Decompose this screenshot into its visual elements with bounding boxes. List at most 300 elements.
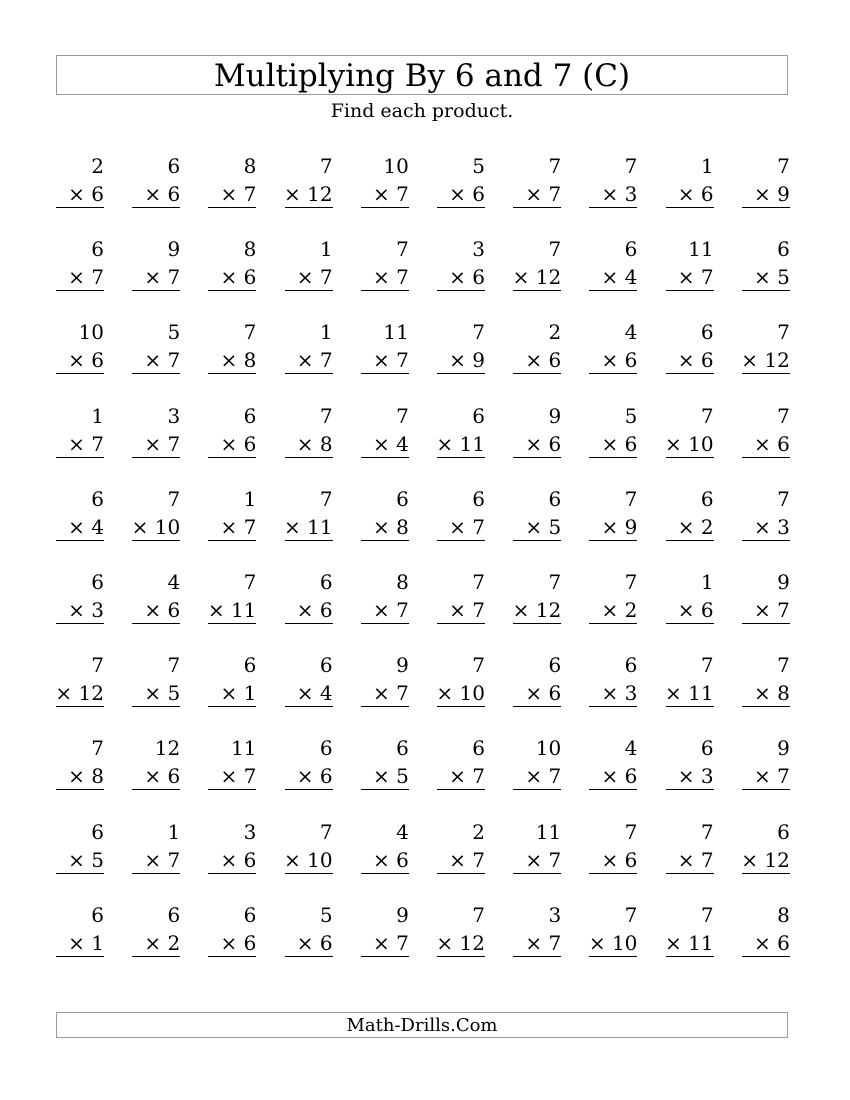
times-sign: × <box>601 514 619 539</box>
multiplicand: 6 <box>624 653 638 678</box>
times-sign: × <box>525 514 543 539</box>
multiplication-problem <box>437 402 485 462</box>
multiplicand: 6 <box>777 819 790 844</box>
multiplicand: 9 <box>777 570 790 594</box>
answer-line <box>742 540 790 541</box>
multiplier <box>349 265 409 289</box>
multiplicand: 7 <box>319 819 333 844</box>
multiplier-value: 10 <box>611 930 638 955</box>
multiplier <box>196 764 256 788</box>
multiplier <box>349 598 409 622</box>
answer-line <box>742 373 790 374</box>
multiplier <box>120 931 180 955</box>
multiplicand: 10 <box>383 154 409 178</box>
multiplier <box>196 598 256 622</box>
multiplier-value: 9 <box>777 182 790 206</box>
multiplier-value: 5 <box>167 681 181 706</box>
answer-line <box>513 789 561 790</box>
times-sign: × <box>220 182 238 206</box>
multiplier <box>120 598 180 622</box>
multiplier-value: 6 <box>624 847 638 872</box>
multiplier-value: 2 <box>700 514 714 539</box>
answer-line <box>361 290 409 291</box>
multiplicand: 8 <box>243 154 257 178</box>
times-sign: × <box>665 681 682 706</box>
multiplier <box>425 432 485 456</box>
multiplicand: 3 <box>548 902 562 927</box>
multiplier <box>730 265 790 289</box>
multiplier-value: 7 <box>167 265 181 290</box>
multiplier-value: 7 <box>319 265 333 290</box>
multiplication-problem <box>132 235 180 295</box>
multiplier-value: 7 <box>700 847 714 872</box>
times-sign: × <box>372 681 390 706</box>
answer-line <box>666 956 714 957</box>
multiplicand: 1 <box>243 486 257 511</box>
multiplier-value: 3 <box>624 182 638 206</box>
multiplier-value: 11 <box>307 514 333 539</box>
multiplier-value: 7 <box>167 847 181 872</box>
answer-line <box>132 457 180 458</box>
answer-line <box>285 623 333 624</box>
multiplicand: 9 <box>396 653 409 678</box>
times-sign: × <box>677 182 695 206</box>
multiplicand: 7 <box>396 403 409 428</box>
multiplication-problem <box>361 818 409 878</box>
times-sign: × <box>677 348 695 373</box>
multiplier <box>577 681 637 705</box>
multiplier <box>501 848 561 872</box>
multiplier <box>196 848 256 872</box>
answer-line <box>208 540 256 541</box>
times-sign: × <box>68 598 85 622</box>
multiplication-problem <box>437 152 485 212</box>
multiplication-problem <box>361 901 409 961</box>
answer-line <box>208 457 256 458</box>
multiplicand: 7 <box>91 653 104 678</box>
multiplicand: 6 <box>91 237 104 262</box>
answer-line <box>361 623 409 624</box>
multiplier-value: 3 <box>700 764 714 789</box>
times-sign: × <box>284 847 301 872</box>
multiplier <box>501 432 561 456</box>
multiplication-problem <box>589 818 637 878</box>
answer-line <box>208 789 256 790</box>
answer-line <box>589 540 637 541</box>
times-sign: × <box>677 265 695 290</box>
multiplier <box>273 515 333 539</box>
answer-line <box>56 956 104 957</box>
answer-line <box>285 540 333 541</box>
multiplier <box>501 764 561 788</box>
multiplier <box>120 515 180 539</box>
multiplier-value: 7 <box>548 930 562 955</box>
multiplication-problem <box>513 651 561 711</box>
multiplier <box>273 848 333 872</box>
multiplier-value: 6 <box>91 348 104 373</box>
multiplication-problem <box>132 734 180 794</box>
multiplication-problem <box>208 485 256 545</box>
answer-line <box>285 789 333 790</box>
multiplier-value: 7 <box>472 764 485 789</box>
multiplier-value: 8 <box>91 764 104 789</box>
multiplication-problem <box>437 568 485 628</box>
multiplicand: 4 <box>624 320 638 345</box>
multiplier <box>577 432 637 456</box>
multiplier <box>654 265 714 289</box>
multiplier-value: 6 <box>700 182 714 206</box>
multiplicand: 7 <box>777 154 790 178</box>
multiplier <box>349 182 409 206</box>
answer-line <box>361 373 409 374</box>
answer-line <box>56 373 104 374</box>
multiplication-problem <box>513 568 561 628</box>
times-sign: × <box>677 847 695 872</box>
answer-line <box>208 207 256 208</box>
times-sign: × <box>144 764 162 789</box>
times-sign: × <box>144 348 162 373</box>
answer-line <box>132 290 180 291</box>
multiplication-problem <box>742 651 790 711</box>
times-sign: × <box>68 182 85 206</box>
multiplier-value: 6 <box>624 431 638 456</box>
multiplication-problem <box>285 235 333 295</box>
multiplication-problem <box>742 734 790 794</box>
multiplication-problem <box>589 485 637 545</box>
multiplicand: 7 <box>777 653 790 678</box>
times-sign: × <box>372 348 390 373</box>
multiplier-value: 7 <box>396 598 409 622</box>
multiplier <box>44 515 104 539</box>
multiplicand: 6 <box>243 653 257 678</box>
answer-line <box>589 290 637 291</box>
answer-line <box>132 873 180 874</box>
multiplier-value: 8 <box>319 431 333 456</box>
multiplier <box>120 265 180 289</box>
multiplier <box>577 348 637 372</box>
multiplication-problem <box>285 402 333 462</box>
answer-line <box>513 706 561 707</box>
answer-line <box>666 789 714 790</box>
multiplier-value: 7 <box>396 930 409 955</box>
multiplier-value: 11 <box>230 598 257 622</box>
answer-line <box>56 207 104 208</box>
times-sign: × <box>68 265 85 290</box>
multiplier-value: 6 <box>167 182 181 206</box>
multiplicand: 3 <box>167 403 181 428</box>
multiplier-value: 6 <box>243 930 257 955</box>
times-sign: × <box>512 265 530 290</box>
answer-line <box>437 706 485 707</box>
multiplicand: 6 <box>396 736 409 761</box>
multiplier <box>730 432 790 456</box>
times-sign: × <box>55 681 73 706</box>
multiplier-value: 7 <box>396 681 409 706</box>
multiplier <box>349 681 409 705</box>
answer-line <box>285 873 333 874</box>
multiplicand: 7 <box>624 154 638 178</box>
multiplication-problem <box>513 318 561 378</box>
answer-line <box>132 623 180 624</box>
multiplicand: 7 <box>548 570 562 594</box>
multiplication-problem <box>132 152 180 212</box>
multiplication-problem <box>742 818 790 878</box>
multiplier-value: 6 <box>700 348 714 373</box>
multiplier-value: 6 <box>243 847 257 872</box>
multiplication-problem <box>285 152 333 212</box>
multiplier-value: 12 <box>459 930 485 955</box>
multiplier-value: 12 <box>764 348 790 373</box>
multiplication-problem <box>513 235 561 295</box>
multiplicand: 6 <box>91 902 104 927</box>
answer-line <box>56 623 104 624</box>
multiplication-problem <box>666 901 714 961</box>
multiplier-value: 7 <box>319 348 333 373</box>
multiplier-value: 3 <box>624 681 638 706</box>
times-sign: × <box>144 930 162 955</box>
multiplier-value: 7 <box>167 431 181 456</box>
multiplier <box>196 681 256 705</box>
times-sign: × <box>753 764 771 789</box>
multiplier <box>120 432 180 456</box>
multiplier-value: 7 <box>91 265 104 290</box>
multiplication-problem <box>285 318 333 378</box>
times-sign: × <box>753 514 771 539</box>
answer-line <box>513 290 561 291</box>
times-sign: × <box>525 764 543 789</box>
multiplier <box>654 432 714 456</box>
multiplication-problem <box>208 901 256 961</box>
multiplicand: 7 <box>777 320 790 345</box>
answer-line <box>132 207 180 208</box>
multiplicand: 7 <box>472 320 485 345</box>
multiplicand: 6 <box>472 736 485 761</box>
multiplier-value: 8 <box>243 348 257 373</box>
multiplicand: 1 <box>167 819 181 844</box>
answer-line <box>56 290 104 291</box>
multiplicand: 6 <box>472 486 485 511</box>
multiplication-problem <box>666 651 714 711</box>
answer-line <box>666 457 714 458</box>
multiplication-problem <box>513 734 561 794</box>
multiplier <box>196 265 256 289</box>
multiplication-problem <box>208 402 256 462</box>
answer-line <box>208 873 256 874</box>
multiplicand: 8 <box>243 237 257 262</box>
answer-line <box>513 956 561 957</box>
multiplier-value: 6 <box>472 265 485 290</box>
times-sign: × <box>525 348 543 373</box>
multiplier-value: 6 <box>624 348 638 373</box>
times-sign: × <box>741 847 758 872</box>
multiplier-value: 7 <box>472 598 485 622</box>
times-sign: × <box>68 348 85 373</box>
multiplier <box>273 432 333 456</box>
answer-line <box>361 207 409 208</box>
multiplier <box>654 348 714 372</box>
multiplication-problem <box>437 734 485 794</box>
multiplier <box>425 515 485 539</box>
multiplication-problem <box>742 402 790 462</box>
worksheet-title: Multiplying By 6 and 7 (C) <box>56 55 788 95</box>
multiplicand: 9 <box>167 237 181 262</box>
multiplier <box>654 182 714 206</box>
multiplication-problem <box>589 152 637 212</box>
answer-line <box>56 873 104 874</box>
times-sign: × <box>753 598 771 622</box>
multiplication-problem <box>56 152 104 212</box>
times-sign: × <box>525 847 543 872</box>
multiplication-problem <box>56 568 104 628</box>
multiplier <box>273 348 333 372</box>
multiplicand: 10 <box>535 736 562 761</box>
multiplier-value: 6 <box>319 598 333 622</box>
times-sign: × <box>284 182 301 206</box>
multiplication-problem <box>285 485 333 545</box>
multiplicand: 7 <box>777 403 790 428</box>
answer-line <box>666 290 714 291</box>
multiplication-problem <box>56 485 104 545</box>
multiplication-problem <box>589 734 637 794</box>
multiplier <box>349 348 409 372</box>
multiplicand: 11 <box>383 320 409 345</box>
multiplication-problem <box>666 318 714 378</box>
multiplication-problem <box>361 235 409 295</box>
times-sign: × <box>449 598 466 622</box>
answer-line <box>589 373 637 374</box>
multiplier <box>730 681 790 705</box>
answer-line <box>437 789 485 790</box>
multiplier <box>654 598 714 622</box>
multiplication-problem <box>666 402 714 462</box>
times-sign: × <box>220 847 238 872</box>
multiplier-value: 12 <box>535 598 562 622</box>
multiplier-value: 5 <box>777 265 790 290</box>
multiplier-value: 6 <box>319 930 333 955</box>
multiplier <box>196 182 256 206</box>
multiplication-problem <box>437 901 485 961</box>
multiplicand: 7 <box>167 486 181 511</box>
times-sign: × <box>68 764 85 789</box>
answer-line <box>589 789 637 790</box>
multiplier <box>273 265 333 289</box>
multiplicand: 3 <box>243 819 257 844</box>
multiplicand: 6 <box>396 486 409 511</box>
multiplication-problem <box>437 235 485 295</box>
times-sign: × <box>436 431 454 456</box>
multiplicand: 6 <box>548 653 562 678</box>
multiplier <box>44 764 104 788</box>
multiplication-problem <box>361 651 409 711</box>
multiplier-value: 9 <box>472 348 485 373</box>
multiplication-problem <box>666 568 714 628</box>
multiplier <box>577 848 637 872</box>
times-sign: × <box>449 764 466 789</box>
multiplier <box>577 182 637 206</box>
multiplicand: 11 <box>688 237 714 262</box>
multiplication-problem <box>589 235 637 295</box>
times-sign: × <box>68 514 85 539</box>
answer-line <box>589 623 637 624</box>
multiplicand: 9 <box>777 736 790 761</box>
multiplier-value: 11 <box>688 930 714 955</box>
multiplication-problem <box>513 402 561 462</box>
multiplier-value: 5 <box>548 514 562 539</box>
times-sign: × <box>601 348 619 373</box>
multiplication-problem <box>513 901 561 961</box>
times-sign: × <box>741 348 758 373</box>
times-sign: × <box>436 930 454 955</box>
multiplier <box>349 515 409 539</box>
multiplier-value: 6 <box>472 182 485 206</box>
times-sign: × <box>601 681 619 706</box>
multiplicand: 7 <box>548 154 562 178</box>
multiplier <box>196 515 256 539</box>
multiplier-value: 4 <box>319 681 333 706</box>
times-sign: × <box>144 681 162 706</box>
multiplier <box>349 764 409 788</box>
multiplication-problem <box>132 568 180 628</box>
multiplier-value: 5 <box>396 764 409 789</box>
multiplier <box>44 598 104 622</box>
times-sign: × <box>144 265 162 290</box>
answer-line <box>513 373 561 374</box>
multiplier <box>44 848 104 872</box>
multiplicand: 7 <box>319 486 333 511</box>
times-sign: × <box>601 764 619 789</box>
multiplication-problem <box>437 818 485 878</box>
multiplication-problem <box>56 651 104 711</box>
multiplicand: 6 <box>472 403 485 428</box>
multiplier <box>425 598 485 622</box>
multiplication-problem <box>132 818 180 878</box>
answer-line <box>208 623 256 624</box>
answer-line <box>285 956 333 957</box>
multiplier <box>44 348 104 372</box>
multiplier <box>501 515 561 539</box>
answer-line <box>208 290 256 291</box>
multiplication-problem <box>666 152 714 212</box>
multiplier <box>44 681 104 705</box>
multiplicand: 4 <box>624 736 638 761</box>
multiplication-problem <box>742 318 790 378</box>
answer-line <box>361 873 409 874</box>
multiplier-value: 10 <box>688 431 714 456</box>
multiplication-problem <box>132 485 180 545</box>
answer-line <box>437 956 485 957</box>
multiplicand: 6 <box>167 154 181 178</box>
multiplier-value: 6 <box>624 764 638 789</box>
times-sign: × <box>525 182 543 206</box>
answer-line <box>285 457 333 458</box>
multiplier-value: 7 <box>396 348 409 373</box>
multiplier-value: 5 <box>91 847 104 872</box>
answer-line <box>361 706 409 707</box>
multiplier-value: 12 <box>764 847 790 872</box>
multiplication-problem <box>742 152 790 212</box>
multiplicand: 7 <box>167 653 181 678</box>
multiplication-problem <box>56 402 104 462</box>
multiplier <box>730 515 790 539</box>
multiplication-problem <box>56 235 104 295</box>
answer-line <box>437 540 485 541</box>
times-sign: × <box>144 182 162 206</box>
multiplier <box>577 764 637 788</box>
multiplication-problem <box>285 568 333 628</box>
multiplicand: 6 <box>91 570 104 594</box>
multiplier <box>349 931 409 955</box>
multiplicand: 6 <box>243 902 257 927</box>
